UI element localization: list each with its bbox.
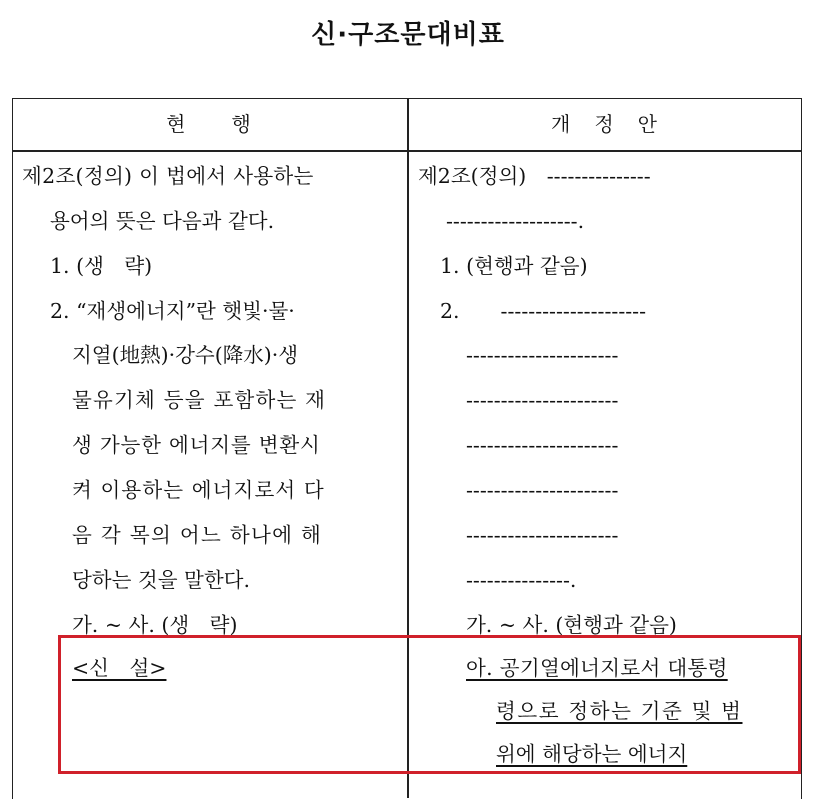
highlight-box — [58, 635, 801, 774]
left-line: 1. (생 략) — [50, 254, 153, 278]
right-new-item-line: 위에 해당하는 에너지 — [496, 742, 688, 766]
right-line: ---------------. — [466, 568, 577, 592]
right-line: ---------------------- — [466, 478, 619, 502]
right-line: ---------------------- — [466, 343, 619, 367]
left-line: 용어의 뜻은 다음과 같다. — [50, 209, 275, 233]
page-title: 신·구조문대비표 — [311, 20, 505, 50]
header-proposed: 개 정 안 — [551, 112, 659, 136]
left-line: 지열(地熱)·강수(降水)·생 — [72, 343, 299, 367]
header-current: 현 행 — [166, 112, 253, 136]
right-line: ---------------------- — [466, 388, 619, 412]
left-new-provision: <신 설> — [72, 656, 167, 680]
left-line: 물유기체 등을 포함하는 재 — [72, 388, 327, 412]
left-line: 가. ~ 사. (생 략) — [72, 613, 238, 637]
right-line: 1. (현행과 같음) — [440, 254, 588, 278]
right-line: 가. ~ 사. (현행과 같음) — [466, 613, 677, 637]
left-line: 음 각 목의 어느 하나에 해 — [72, 523, 323, 547]
right-line: 제2조(정의) --------------- — [418, 164, 651, 188]
right-line: ---------------------- — [466, 523, 619, 547]
left-line: 켜 이용하는 에너지로서 다 — [72, 478, 325, 502]
left-line: 제2조(정의) 이 법에서 사용하는 — [22, 164, 314, 188]
left-line: 2. “재생에너지”란 햇빛·물· — [50, 299, 295, 323]
header-divider — [12, 150, 802, 152]
right-line: -------------------. — [446, 209, 585, 233]
right-line: 2. --------------------- — [440, 299, 647, 323]
right-new-item-line: 아. 공기열에너지로서 대통령 — [466, 656, 728, 680]
right-line: ---------------------- — [466, 433, 619, 457]
left-line: 당하는 것을 말한다. — [72, 568, 250, 592]
right-new-item-line: 령으로 정하는 기준 및 범 — [496, 699, 743, 723]
left-line: 생 가능한 에너지를 변환시 — [72, 433, 321, 457]
